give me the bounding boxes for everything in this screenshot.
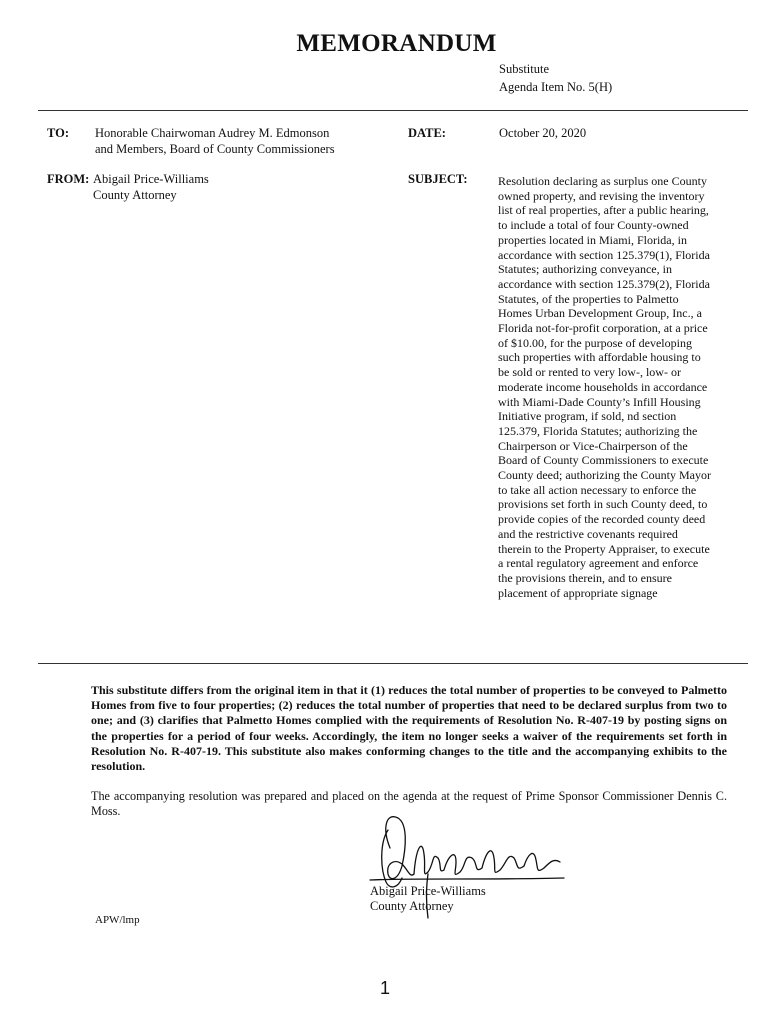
subject-label: SUBJECT: <box>408 172 468 186</box>
sponsor-paragraph: The accompanying resolution was prepared and placed on the agenda at the request of Prime Sponsor Commissioner Dennis C. Moss. <box>91 789 727 819</box>
signature-block <box>370 884 486 914</box>
agenda-item-number: Agenda Item No. 5(H) <box>499 80 613 94</box>
top-divider <box>38 110 748 111</box>
signatory-name: Abigail Price-Williams <box>370 884 486 898</box>
date-label: DATE: <box>408 126 446 140</box>
to-recipient-line2: and Members, Board of County Commissioners <box>95 142 335 156</box>
to-label: TO: <box>47 126 69 140</box>
subject-text: Resolution declaring as surplus one County owned property, and revising the inventory list of real properties, after a public hearing, to include a total of four County-owned properties located in Miami, Florida, in accordance with section 125.379(1), Florida Statutes; authorizing conveyance, in accordance with section 125.379(2), Florida Statutes, of the properties to Palmetto Homes Urban Development Group, Inc., a Florida not-for-profit corporation, at a price of $10.00, for the purpose of developing such properties with affordable housing to be sold or rented to very low-, low- or moderate income households in accordance with Miami-Dade County’s Infill Housing Initiative program, if sold, nd section 125.379, Florida Statutes; authorizing the Chairperson or Vice-Chairperson of the Board of County Commissioners to execute County deed; authorizing the County Mayor to take all action necessary to enforce the provisions set forth in such County deed, to provide copies of the recorded county deed and the restrictive covenants required therein to the Property Appraiser, to execute a rental regulatory agreement and enforce the provisions therein, and to ensure placement of appropriate signage <box>498 174 711 600</box>
page-number: 1 <box>379 978 390 998</box>
substitute-explanation: This substitute differs from the original item in that it (1) reduces the total number of properties to be conveyed to Palmetto Homes from five to four properties; (2) reduces the total number of properties that need to be declared surplus from two to one; and (3) clarifies that Palmetto Homes complied with the requirements of Resolution No. R-407-19 by posting signs on the properties for a period of four weeks. Accordingly, the item no longer seeks a waiver of the requirements set forth in Resolution No. R-407-19. This substitute also makes conforming changes to the title and the accompanying exhibits to the resolution. <box>91 683 727 774</box>
typist-initials: APW/lmp <box>95 914 140 926</box>
from-title: County Attorney <box>93 188 177 202</box>
from-label: FROM: <box>47 172 90 186</box>
bottom-divider <box>38 663 748 664</box>
memo-title: MEMORANDUM <box>296 30 497 57</box>
date-value: October 20, 2020 <box>499 126 587 140</box>
to-recipient-line1: Honorable Chairwoman Audrey M. Edmonson <box>95 126 330 140</box>
signatory-title: County Attorney <box>370 899 454 913</box>
from-name: Abigail Price-Williams <box>93 172 209 186</box>
substitute-label: Substitute <box>499 62 550 76</box>
